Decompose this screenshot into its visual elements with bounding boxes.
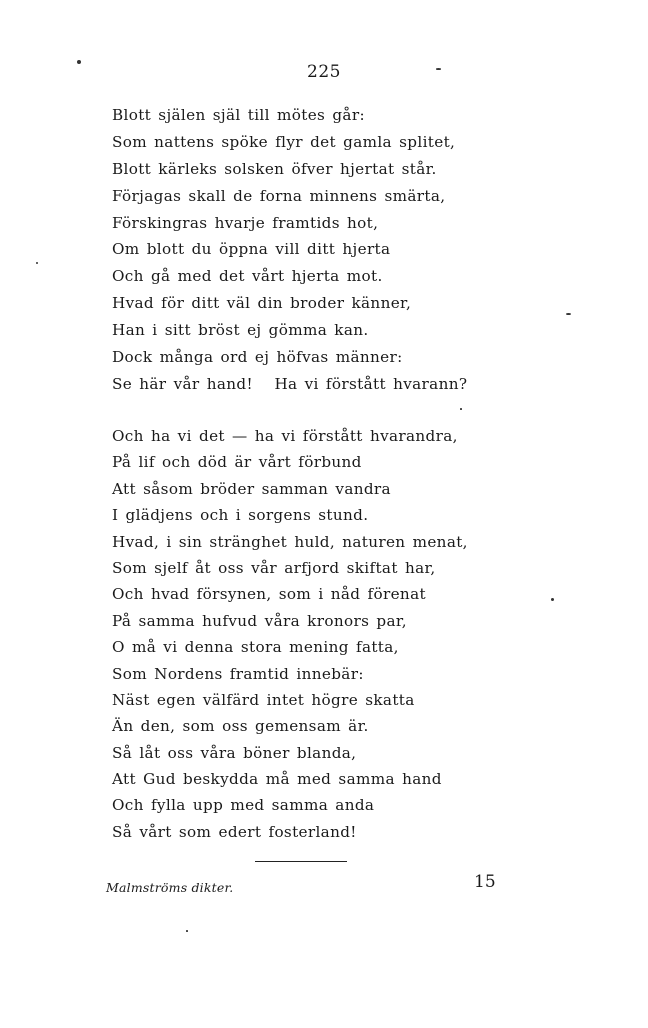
page-number: 225 bbox=[307, 62, 341, 82]
verse-line: Som nattens spöke flyr det gamla splitet, bbox=[112, 132, 456, 151]
scan-speck bbox=[566, 313, 571, 315]
verse-line: O må vi denna stora mening fatta, bbox=[112, 638, 399, 657]
verse-line: I glädjens och i sorgens stund. bbox=[112, 506, 369, 525]
scan-speck bbox=[77, 60, 81, 64]
verse-line: På lif och död är vårt förbund bbox=[112, 453, 362, 472]
verse-line: Hvad, i sin stränghet huld, naturen menat, bbox=[112, 532, 468, 551]
signature-line: Malmströms dikter. bbox=[106, 880, 234, 895]
verse-line: Att såsom bröder samman vandra bbox=[112, 479, 391, 498]
verse-line: Förjagas skall de forna minnens smärta, bbox=[112, 186, 446, 205]
scan-speck bbox=[551, 598, 554, 601]
scan-speck bbox=[460, 408, 462, 410]
verse-line: Som sjelf åt oss vår arfjord skiftat har, bbox=[112, 558, 436, 577]
verse-line: Se här vår hand! Ha vi förstått hvarann? bbox=[112, 374, 468, 393]
verse-line: Blott kärleks solsken öfver hjertat står. bbox=[112, 159, 437, 178]
verse-line: Än den, som oss gemensam är. bbox=[112, 717, 369, 736]
verse-line: Dock många ord ej höfvas männer: bbox=[112, 348, 403, 367]
verse-line: Blott själen själ till mötes går: bbox=[112, 106, 365, 124]
verse-line: Som Nordens framtid innebär: bbox=[112, 664, 364, 683]
verse-line: Att Gud beskydda må med samma hand bbox=[112, 770, 442, 789]
verse-line: Så vårt som edert fosterland! bbox=[112, 822, 357, 841]
stanza-1 bbox=[112, 102, 512, 398]
verse-line: Och hvad försynen, som i nåd förenat bbox=[112, 585, 426, 604]
signature-number: 15 bbox=[474, 872, 496, 892]
scan-speck bbox=[186, 930, 188, 932]
end-rule bbox=[255, 861, 347, 862]
verse-line: På samma hufvud våra kronors par, bbox=[112, 611, 407, 630]
verse-line: Förskingras hvarje framtids hot, bbox=[112, 213, 379, 232]
scan-speck bbox=[36, 262, 38, 264]
verse-line: Näst egen välfärd intet högre skatta bbox=[112, 690, 415, 709]
verse-line: Hvad för ditt väl din broder känner, bbox=[112, 294, 412, 313]
stanza-2 bbox=[112, 423, 512, 845]
scan-speck bbox=[436, 68, 441, 70]
verse-line: Och ha vi det — ha vi förstått hvarandra, bbox=[112, 427, 458, 445]
verse-line: Om blott du öppna vill ditt hjerta bbox=[112, 240, 391, 259]
verse-line: Och gå med det vårt hjerta mot. bbox=[112, 267, 383, 286]
verse-line: Han i sitt bröst ej gömma kan. bbox=[112, 321, 369, 340]
verse-line: Så låt oss våra böner blanda, bbox=[112, 743, 357, 762]
verse-line: Och fylla upp med samma anda bbox=[112, 796, 375, 815]
